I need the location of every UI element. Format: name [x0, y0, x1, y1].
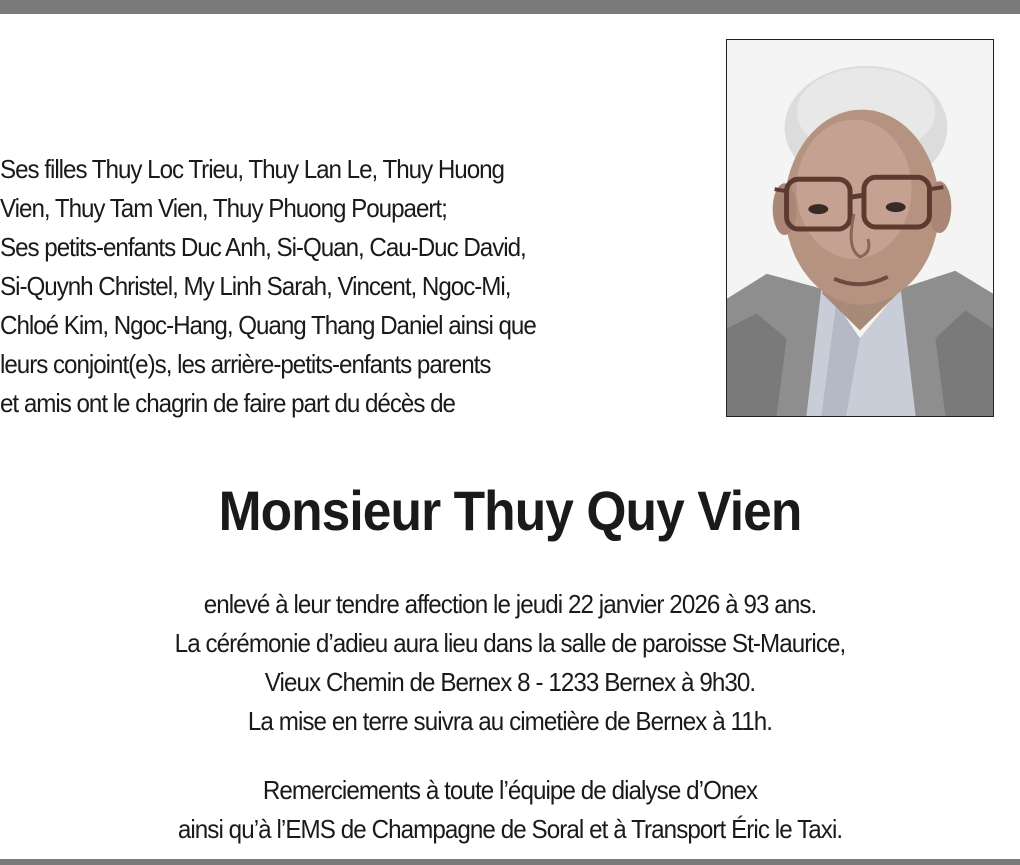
intro-line: Vien, Thuy Tam Vien, Thuy Phuong Poupaert;	[0, 193, 447, 223]
details-line: La mise en terre suivra au cimetière de Bernex à 11h.	[247, 706, 773, 736]
intro-line: Ses petits-enfants Duc Anh, Si-Quan, Cau-Duc David,	[0, 232, 526, 262]
announcement-intro	[0, 150, 660, 423]
thanks-line: ainsi qu’à l’EMS de Champagne de Soral et à Transport Éric le Taxi.	[177, 814, 843, 844]
intro-line: Chloé Kim, Ngoc-Hang, Quang Thang Daniel ainsi que	[0, 310, 536, 340]
details-line: Vieux Chemin de Bernex 8 - 1233 Bernex à 9h30.	[264, 667, 756, 697]
deceased-name: Monsieur Thuy Quy Vien	[218, 479, 802, 542]
thanks-line: Remerciements à toute l’équipe de dialyse d’Onex	[262, 775, 758, 805]
intro-line: et amis ont le chagrin de faire part du décès de	[0, 388, 455, 418]
details-line: La cérémonie d’adieu aura lieu dans la salle de paroisse St-Maurice,	[174, 628, 846, 658]
intro-line: Ses filles Thuy Loc Trieu, Thuy Lan Le, Thuy Huong	[0, 154, 504, 184]
bottom-rule	[0, 859, 1020, 865]
top-rule	[0, 0, 1020, 14]
intro-line: leurs conjoint(e)s, les arrière-petits-enfants parents	[0, 349, 491, 379]
details-line: enlevé à leur tendre affection le jeudi 22 janvier 2026 à 93 ans.	[203, 589, 817, 619]
portrait-photo	[726, 39, 994, 417]
ceremony-details	[36, 585, 985, 741]
acknowledgements	[36, 771, 985, 849]
portrait-illustration	[727, 40, 993, 416]
intro-line: Si-Quynh Christel, My Linh Sarah, Vincent, Ngoc-Mi,	[0, 271, 511, 301]
